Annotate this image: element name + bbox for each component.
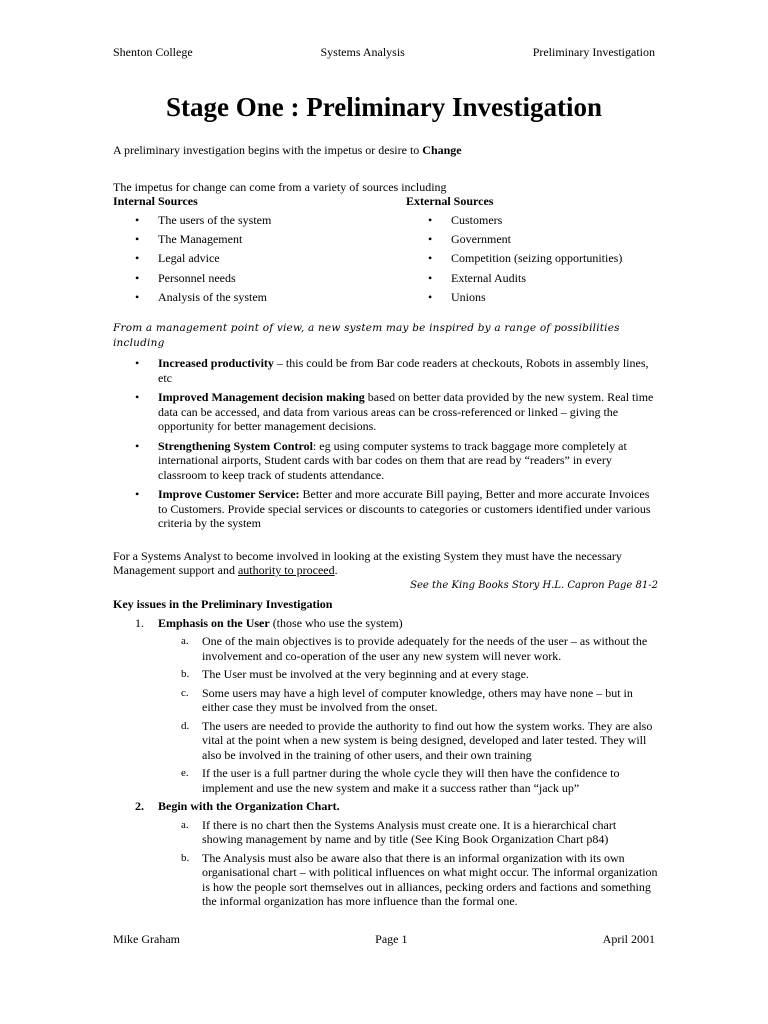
header-center: Systems Analysis <box>320 45 405 59</box>
list-item: • The Management <box>113 232 406 251</box>
list-item: • External Audits <box>406 271 656 290</box>
issue-title: Begin with the Organization Chart. <box>158 799 340 814</box>
reference-note: See the King Books Story H.L. Capron Page 81-2 <box>410 579 658 591</box>
page-title: Stage One : Preliminary Investigation <box>166 92 602 122</box>
sub-item: a. If there is no chart then the Systems Analysis must create one. It is a hierarchical chart showing management by name and by title (See King Book Organization Chart p84) <box>181 817 617 847</box>
external-sources-title: External Sources <box>406 194 494 208</box>
possibilities-list <box>113 356 658 531</box>
impetus-text: The impetus for change can come from a variety of sources including <box>113 179 447 194</box>
list-item: • Unions <box>406 290 656 309</box>
issue-item: 2. Begin with the Organization Chart. <box>135 799 340 814</box>
footer-left: Mike Graham <box>113 932 180 946</box>
sub-item: e. If the user is a full partner during the whole cycle they will then have the confidence to implement and use the new system and make it a success rather than “jack up” <box>181 766 620 795</box>
systems-analyst-paragraph: For a Systems Analyst to become involved in looking at the existing System they must have the necessary Management support and authority to proceed. <box>113 548 622 578</box>
internal-sources-title: Internal Sources <box>113 194 198 208</box>
header-left: Shenton College <box>113 45 193 59</box>
external-sources-list <box>406 213 656 310</box>
list-item: • Customers <box>406 213 656 232</box>
authority-underline: authority to proceed <box>237 563 335 578</box>
list-item: • Legal advice <box>113 251 406 270</box>
sub-item: a. One of the main objectives is to provide adequately for the needs of the user – as without the involvement and co-operation of the user any new system will never work. <box>181 634 648 663</box>
list-item: • The users of the system <box>113 213 406 232</box>
list-item: • Improve Customer Service: Better and more accurate Bill paying, Better and more accurate Invoices to Customers. Provide special services or discounts to categories or customers identified under various criteria by the system <box>113 487 658 531</box>
list-item: • Improved Management decision making based on better data provided by the new system. Real time data can be accessed, and data from various areas can be cross-referenced or linked – giving the opportunity for better management decisions. <box>113 390 658 434</box>
intro-paragraph: A preliminary investigation begins with the impetus or desire to Change <box>113 143 462 157</box>
issue-item: 1. Emphasis on the User (those who use the system) <box>135 615 403 630</box>
header-right: Preliminary Investigation <box>532 45 655 59</box>
issue-title: Emphasis on the User <box>158 615 270 630</box>
external-sources <box>406 194 656 309</box>
page-header <box>113 45 655 60</box>
list-item: • Increased productivity – this could be from Bar code readers at checkouts, Robots in assembly lines, etc <box>113 356 658 385</box>
intro-emphasis: Change <box>422 143 462 157</box>
document-body <box>113 143 658 909</box>
sub-item: c. Some users may have a high level of computer knowledge, others may have none – but in either case they must be involved from the onset. <box>181 685 633 715</box>
list-item: • Strengthening System Control: eg using computer systems to track baggage more completely at international airports, Student cards with bar codes on them that are read by “readers” in every classroom to keep track of students attendance. <box>113 439 658 483</box>
list-item: • Competition (seizing opportunities) <box>406 251 656 270</box>
footer-right: April 2001 <box>602 932 655 946</box>
list-item: • Analysis of the system <box>113 290 406 309</box>
footer-center: Page 1 <box>375 932 408 946</box>
sub-item: b. The User must be involved at the very beginning and at every stage. <box>181 667 529 682</box>
list-item: • Government <box>406 232 656 251</box>
management-note: From a management point of view, a new system may be inspired by a range of possibilities including <box>113 322 620 349</box>
key-issues-title: Key issues in the Preliminary Investigation <box>113 597 333 612</box>
list-item: • Personnel needs <box>113 271 406 290</box>
internal-sources <box>113 194 406 309</box>
sub-item: b. The Analysis must also be aware also that there is an informal organization with its own organisational chart – with political influences on what might occur. The informal organization is how the people sort themselves out in alliances, pecking orders and factions and something the informal organization has more influence than the formal one. <box>181 850 658 909</box>
internal-sources-list <box>113 213 406 310</box>
sources-columns <box>113 194 658 309</box>
sub-item: d. The users are needed to provide the authority to find out how the system works. They are also vital at the point when a new system is being designed, developed and later tested. They will also be involved in the training of other users, and their own training <box>181 718 653 762</box>
page-footer <box>113 932 655 947</box>
